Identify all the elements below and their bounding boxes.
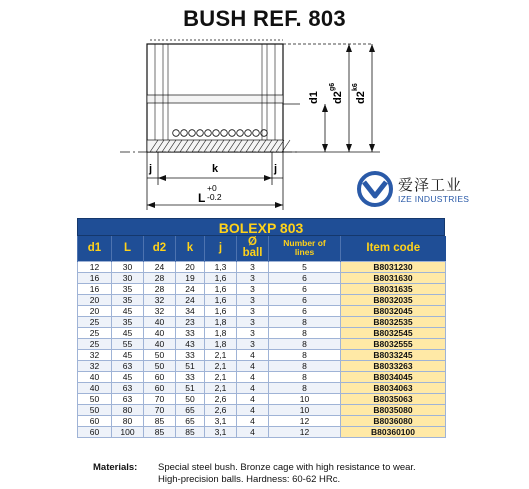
cell-L: 30: [112, 261, 144, 272]
cell-k: 43: [176, 338, 205, 349]
cell-d2: 28: [144, 272, 176, 283]
cell-j: 3,1: [205, 426, 237, 437]
ball: [189, 130, 196, 137]
table-row: [78, 294, 446, 305]
dimension-lines: [147, 44, 380, 210]
cell-ball: 3: [237, 316, 269, 327]
cell-j: 2,6: [205, 404, 237, 415]
table-row: [78, 338, 446, 349]
cell-d2: 60: [144, 371, 176, 382]
header-d1: d1: [78, 236, 112, 261]
header-lines-bottom: lines: [294, 247, 315, 258]
header-lines: [269, 236, 341, 261]
cell-k: 33: [176, 349, 205, 360]
cell-d2: 32: [144, 294, 176, 305]
cell-k: 34: [176, 305, 205, 316]
cell-j: 1,6: [205, 283, 237, 294]
table-row: [78, 283, 446, 294]
cell-d2: 60: [144, 382, 176, 393]
table-row: [78, 426, 446, 437]
table-row: [78, 371, 446, 382]
cell-k: 33: [176, 371, 205, 382]
cell-ball: 4: [237, 371, 269, 382]
table-row: [78, 272, 446, 283]
cell-code: B80360100: [341, 426, 446, 437]
cell-ball: 3: [237, 283, 269, 294]
cell-d1: 25: [78, 327, 112, 338]
cell-d1: 60: [78, 426, 112, 437]
cell-j: 3,1: [205, 415, 237, 426]
cell-L: 35: [112, 283, 144, 294]
k-label: k: [212, 163, 219, 175]
cell-ball: 3: [237, 338, 269, 349]
cell-lines: 8: [269, 338, 341, 349]
materials-line-2: High-precision balls. Hardness: 60-62 HRc.: [158, 474, 341, 485]
cell-code: B8033245: [341, 349, 446, 360]
cell-L: 35: [112, 294, 144, 305]
cell-L: 45: [112, 371, 144, 382]
cell-code: B8032045: [341, 305, 446, 316]
d2-right-sup: k6: [352, 83, 359, 91]
d2-left-sup: g6: [329, 82, 336, 91]
cell-code: B8032545: [341, 327, 446, 338]
materials-line-1: Special steel bush. Bronze cage with high resistance to wear.: [158, 462, 416, 473]
cell-lines: 5: [269, 261, 341, 272]
ball: [205, 130, 212, 137]
cell-code: B8034045: [341, 371, 446, 382]
header-L: L: [112, 236, 144, 261]
cell-d1: 32: [78, 349, 112, 360]
cell-d2: 50: [144, 349, 176, 360]
ball: [213, 130, 220, 137]
ball: [181, 130, 188, 137]
cell-k: 50: [176, 393, 205, 404]
table-row: [78, 327, 446, 338]
ball: [221, 130, 228, 137]
cell-ball: 4: [237, 393, 269, 404]
cell-ball: 4: [237, 404, 269, 415]
cell-L: 55: [112, 338, 144, 349]
ball: [237, 130, 244, 137]
cell-code: B8032555: [341, 338, 446, 349]
cell-ball: 3: [237, 327, 269, 338]
cell-j: 2,1: [205, 360, 237, 371]
cell-ball: 4: [237, 360, 269, 371]
d1-label: d1: [308, 91, 320, 104]
cell-d2: 85: [144, 415, 176, 426]
ize-logo: [356, 170, 486, 214]
cell-k: 33: [176, 327, 205, 338]
cell-lines: 6: [269, 305, 341, 316]
table-row: [78, 305, 446, 316]
cell-d1: 32: [78, 360, 112, 371]
cell-k: 85: [176, 426, 205, 437]
cell-j: 1,6: [205, 272, 237, 283]
cell-d1: 50: [78, 404, 112, 415]
d2-right-label: d2: [355, 91, 367, 104]
cell-code: B8034063: [341, 382, 446, 393]
logo-en-text: IZE INDUSTRIES: [398, 194, 470, 204]
cell-j: 2,6: [205, 393, 237, 404]
ball: [229, 130, 236, 137]
table-row: [78, 349, 446, 360]
ball-row: [173, 130, 268, 137]
cell-code: B8035080: [341, 404, 446, 415]
cell-d1: 60: [78, 415, 112, 426]
cell-j: 2,1: [205, 382, 237, 393]
cell-d1: 25: [78, 338, 112, 349]
spec-table-grid: [77, 236, 446, 438]
ball: [197, 130, 204, 137]
table-row: [78, 393, 446, 404]
ize-logo-icon: [356, 170, 394, 208]
cell-lines: 6: [269, 294, 341, 305]
cell-L: 63: [112, 393, 144, 404]
table-title: BOLEXP 803: [77, 218, 445, 236]
header-code: Item code: [341, 236, 446, 261]
cell-ball: 4: [237, 382, 269, 393]
cell-ball: 4: [237, 426, 269, 437]
table-row: [78, 404, 446, 415]
table-row: [78, 360, 446, 371]
cell-d2: 40: [144, 327, 176, 338]
cell-k: 24: [176, 283, 205, 294]
cell-code: B8035063: [341, 393, 446, 404]
cell-lines: 10: [269, 393, 341, 404]
cell-lines: 6: [269, 272, 341, 283]
cell-ball: 3: [237, 261, 269, 272]
cell-lines: 12: [269, 415, 341, 426]
cell-d2: 32: [144, 305, 176, 316]
cell-ball: 4: [237, 415, 269, 426]
cell-j: 1,3: [205, 261, 237, 272]
cell-L: 30: [112, 272, 144, 283]
cell-d2: 70: [144, 404, 176, 415]
cell-d1: 40: [78, 382, 112, 393]
cell-L: 63: [112, 360, 144, 371]
inner-lines: [155, 44, 275, 140]
materials-text: [158, 462, 513, 486]
cell-j: 2,1: [205, 371, 237, 382]
cell-code: B8036080: [341, 415, 446, 426]
header-ball-bottom: ball: [242, 247, 263, 260]
cell-L: 35: [112, 316, 144, 327]
cell-d2: 70: [144, 393, 176, 404]
cell-code: B8032035: [341, 294, 446, 305]
d2-left-label: d2: [332, 91, 344, 104]
tolerance-upper: +0: [207, 183, 217, 193]
cell-d1: 12: [78, 261, 112, 272]
cell-ball: 4: [237, 349, 269, 360]
cell-k: 23: [176, 316, 205, 327]
cell-lines: 10: [269, 404, 341, 415]
cell-ball: 3: [237, 272, 269, 283]
cell-d2: 40: [144, 316, 176, 327]
table-body: [78, 261, 446, 437]
cell-j: 2,1: [205, 349, 237, 360]
cell-lines: 8: [269, 316, 341, 327]
cell-lines: 8: [269, 349, 341, 360]
cell-code: B8031630: [341, 272, 446, 283]
cell-k: 20: [176, 261, 205, 272]
ball: [261, 130, 268, 137]
cell-L: 63: [112, 382, 144, 393]
L-label: L: [198, 191, 206, 205]
cell-k: 24: [176, 294, 205, 305]
cell-j: 1,8: [205, 316, 237, 327]
cell-code: B8033263: [341, 360, 446, 371]
cell-lines: 6: [269, 283, 341, 294]
table-row: [78, 316, 446, 327]
cell-k: 19: [176, 272, 205, 283]
materials-label: Materials:: [93, 462, 138, 473]
ball: [245, 130, 252, 137]
header-ball: [237, 236, 269, 261]
cell-j: 1,6: [205, 305, 237, 316]
header-lines-top: Number of: [283, 238, 326, 249]
cell-code: B8032535: [341, 316, 446, 327]
cell-j: 1,8: [205, 338, 237, 349]
logo-cn-text: 爱泽工业: [398, 176, 463, 194]
header-k: k: [176, 236, 205, 261]
cell-d2: 24: [144, 261, 176, 272]
cell-d1: 50: [78, 393, 112, 404]
cell-d1: 16: [78, 272, 112, 283]
table-row: [78, 415, 446, 426]
ball: [253, 130, 260, 137]
cell-k: 51: [176, 360, 205, 371]
cell-d1: 20: [78, 294, 112, 305]
cell-d2: 85: [144, 426, 176, 437]
cell-code: B8031230: [341, 261, 446, 272]
cell-lines: 8: [269, 360, 341, 371]
cell-d1: 16: [78, 283, 112, 294]
cell-d2: 50: [144, 360, 176, 371]
header-j: j: [205, 236, 237, 261]
header-ball-top: Ø: [248, 236, 257, 249]
cell-d2: 40: [144, 338, 176, 349]
page-title: BUSH REF. 803: [183, 6, 346, 31]
cell-lines: 8: [269, 327, 341, 338]
cell-L: 45: [112, 349, 144, 360]
cell-k: 51: [176, 382, 205, 393]
cell-ball: 3: [237, 294, 269, 305]
cell-code: B8031635: [341, 283, 446, 294]
cell-d1: 20: [78, 305, 112, 316]
cell-L: 80: [112, 415, 144, 426]
table-row: [78, 261, 446, 272]
cell-L: 80: [112, 404, 144, 415]
cell-d1: 40: [78, 371, 112, 382]
cell-lines: 12: [269, 426, 341, 437]
cell-d1: 25: [78, 316, 112, 327]
header-d2: d2: [144, 236, 176, 261]
spec-table: [77, 218, 445, 438]
cell-j: 1,8: [205, 327, 237, 338]
cell-d2: 28: [144, 283, 176, 294]
cell-ball: 3: [237, 305, 269, 316]
cell-k: 65: [176, 404, 205, 415]
j-left-label: j: [149, 163, 153, 175]
cell-j: 1,6: [205, 294, 237, 305]
j-right-label: j: [274, 163, 278, 175]
tolerance-lower: -0.2: [207, 192, 222, 202]
table-header-row: [78, 236, 446, 261]
ball: [173, 130, 180, 137]
cell-lines: 8: [269, 382, 341, 393]
cell-L: 100: [112, 426, 144, 437]
cell-k: 65: [176, 415, 205, 426]
dimension-arrows: [147, 44, 375, 208]
cell-L: 45: [112, 305, 144, 316]
cell-L: 45: [112, 327, 144, 338]
cell-lines: 8: [269, 371, 341, 382]
table-row: [78, 382, 446, 393]
